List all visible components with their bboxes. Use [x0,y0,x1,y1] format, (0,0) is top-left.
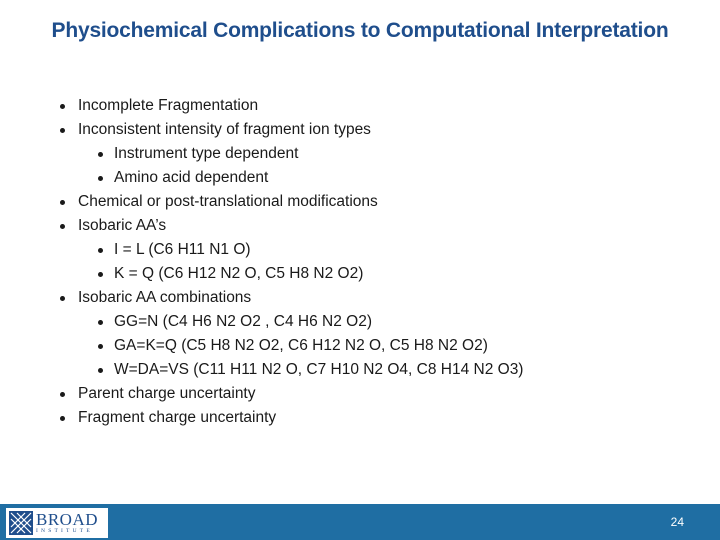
bullet-list [56,94,696,430]
broad-institute-logo [6,508,108,538]
bullet-item: Chemical or post-translational modifications [56,190,696,214]
bullet-item: Isobaric AA’s [56,214,696,238]
footer-bar [0,504,720,540]
logo-name: BROAD [36,509,99,529]
sub-bullet-item: W=DA=VS (C11 H11 N2 O, C7 H10 N2 O4, C8 H14 N2 O3) [56,358,696,382]
sub-bullet-item: GA=K=Q (C5 H8 N2 O2, C6 H12 N2 O, C5 H8 N2 O2) [56,334,696,358]
page-number: 24 [670,515,684,529]
bullet-item: Fragment charge uncertainty [56,406,696,430]
bullet-item: Inconsistent intensity of fragment ion types [56,118,696,142]
logo-subtitle: INSTITUTE [36,527,93,534]
bullet-item: Incomplete Fragmentation [56,94,696,118]
sub-bullet-item: Instrument type dependent [56,142,696,166]
broad-institute-logo-mark-icon [9,511,33,535]
sub-bullet-item: Amino acid dependent [56,166,696,190]
bullet-item: Parent charge uncertainty [56,382,696,406]
bullet-item: Isobaric AA combinations [56,286,696,310]
logo-wordmark [36,509,99,535]
sub-bullet-item: K = Q (C6 H12 N2 O, C5 H8 N2 O2) [56,262,696,286]
sub-bullet-item: GG=N (C4 H6 N2 O2 , C4 H6 N2 O2) [56,310,696,334]
slide-title: Physiochemical Complications to Computational Interpretation [51,19,669,42]
sub-bullet-item: I = L (C6 H11 N1 O) [56,238,696,262]
